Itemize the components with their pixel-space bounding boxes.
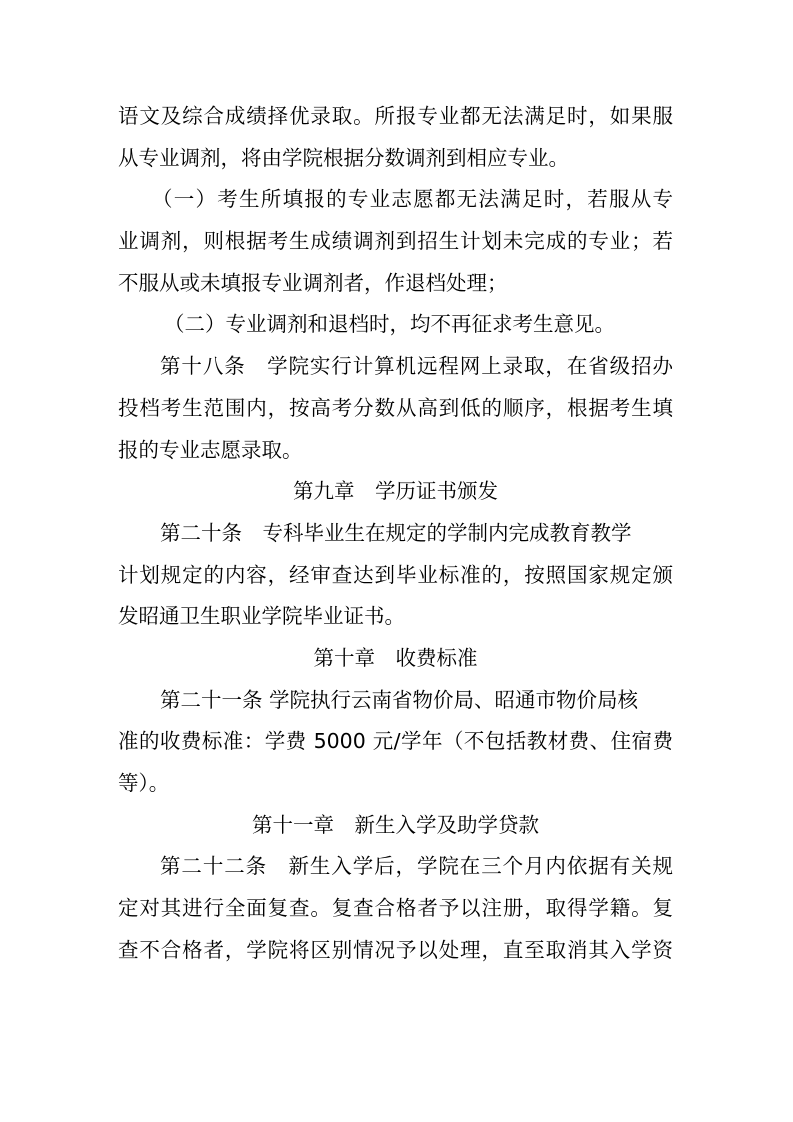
paragraph-line: 业调剂，则根据考生成绩调剂到招生计划未完成的专业；若 bbox=[118, 229, 673, 254]
paragraph-line: 查不合格者，学院将区别情况予以处理，直至取消其入学资 bbox=[118, 937, 673, 962]
article-line: 第十八条 学院实行计算机远程网上录取，在省级招办 bbox=[160, 354, 673, 379]
chapter-heading: 第十一章 新生入学及助学贷款 bbox=[252, 812, 539, 837]
paragraph-line: 从专业调剂，将由学院根据分数调剂到相应专业。 bbox=[118, 145, 569, 170]
paragraph-line: 报的专业志愿录取。 bbox=[118, 437, 303, 462]
paragraph-line: 等）。 bbox=[118, 771, 170, 795]
document-page bbox=[118, 96, 673, 971]
chapter-heading: 第十章 收费标准 bbox=[313, 645, 478, 670]
paragraph-line: （一）考生所填报的专业志愿都无法满足时，若服从专 bbox=[152, 187, 673, 212]
paragraph-line: 投档考生范围内，按高考分数从高到低的顺序，根据考生填 bbox=[118, 395, 673, 420]
paragraph-line: （二）专业调剂和退档时，均不再征求考生意见。 bbox=[164, 312, 615, 337]
article-line: 第二十一条 学院执行云南省物价局、昭通市物价局核 bbox=[160, 687, 639, 712]
chapter-heading: 第九章 学历证书颁发 bbox=[293, 479, 498, 504]
paragraph-line: 语文及综合成绩择优录取。所报专业都无法满足时，如果服 bbox=[118, 104, 673, 128]
article-line: 第二十条 专科毕业生在规定的学制内完成教育教学 bbox=[160, 520, 632, 545]
paragraph-line: 计划规定的内容，经审查达到毕业标准的，按照国家规定颁 bbox=[118, 562, 673, 587]
paragraph-line: 发昭通卫生职业学院毕业证书。 bbox=[118, 604, 405, 629]
paragraph-line: 准的收费标准：学费 5000 元/学年（不包括教材费、住宿费 bbox=[118, 729, 673, 754]
paragraph-line: 定对其进行全面复查。复查合格者予以注册，取得学籍。复 bbox=[118, 896, 673, 921]
article-line: 第二十二条 新生入学后，学院在三个月内依据有关规 bbox=[160, 854, 673, 879]
paragraph-line: 不服从或未填报专业调剂者，作退档处理； bbox=[118, 270, 508, 295]
